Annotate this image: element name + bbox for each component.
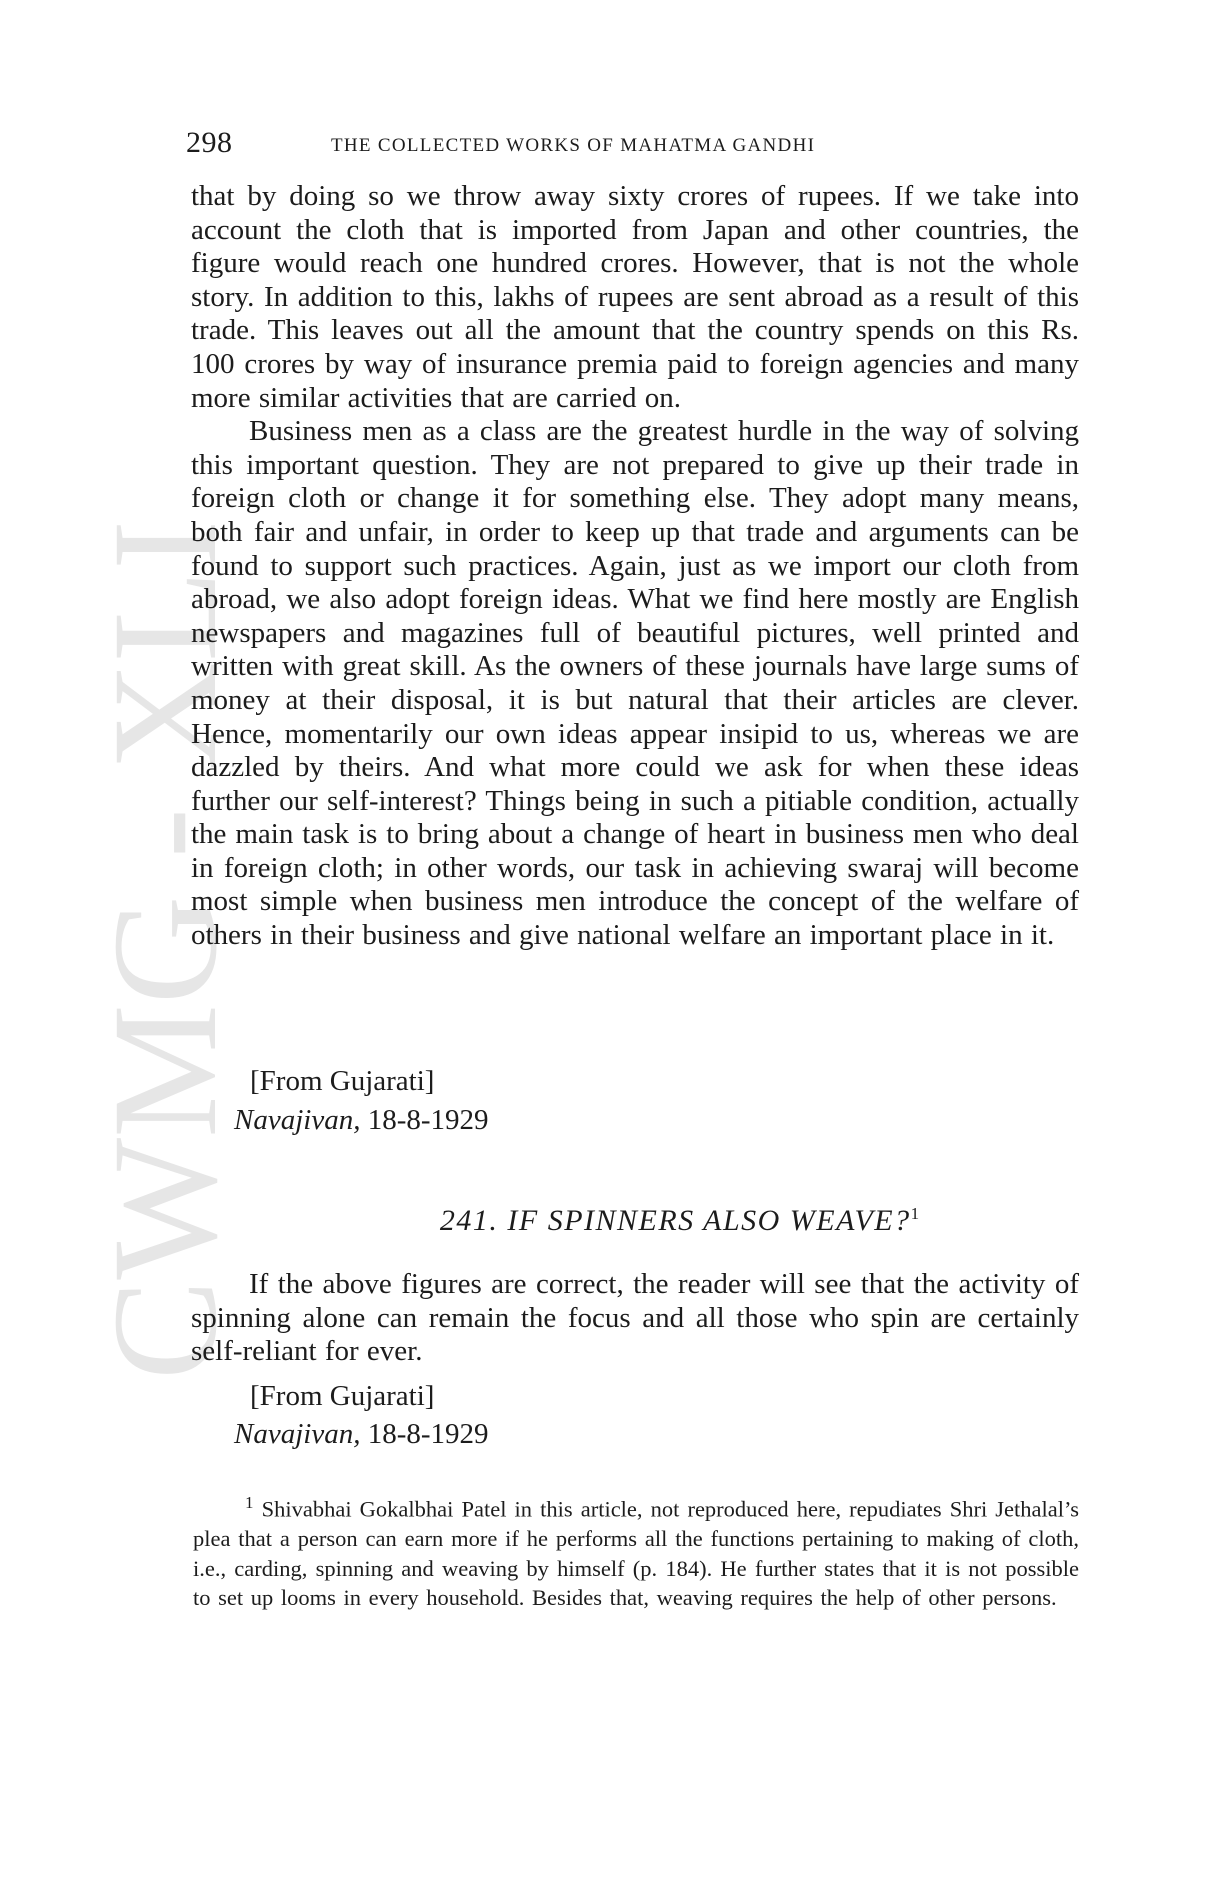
footnote-marker: 1 bbox=[245, 1493, 254, 1512]
citation bbox=[234, 1103, 489, 1137]
citation-publication: Navajivan, bbox=[234, 1104, 361, 1136]
section-heading bbox=[0, 1204, 1229, 1238]
footnote-text: Shivabhai Gokalbhai Patel in this article, not reproduced here, repudiates Shri Jethalal’s plea that a person can earn more if he performs all the functions pertaining to making of cloth, i.e., carding, spinning and weaving by himself (p. 184). He further states that it is not possible to set up looms in every household. Besides that, weaving requires the help of other persons. bbox=[193, 1496, 1080, 1610]
citation bbox=[234, 1417, 489, 1451]
paragraph: If the above figures are correct, the reader will see that the activity of spinning alone can remain the focus and all those who spin are certainly self-reliant for ever. bbox=[191, 1268, 1079, 1368]
page-number: 298 bbox=[186, 126, 233, 159]
running-head: THE COLLECTED WORKS OF MAHATMA GANDHI bbox=[331, 135, 816, 156]
footnote-reference[interactable]: 1 bbox=[910, 1204, 920, 1223]
watermark-text: CWMG - XLI bbox=[82, 521, 248, 1380]
section-body bbox=[191, 1268, 1079, 1369]
section-number: 241. bbox=[439, 1204, 499, 1237]
article-continuation bbox=[191, 180, 1079, 953]
footnote bbox=[193, 1488, 1079, 1613]
citation-publication: Navajivan, bbox=[234, 1418, 361, 1450]
page-header bbox=[186, 126, 1086, 166]
source-note: [From Gujarati] bbox=[250, 1380, 435, 1412]
paragraph: that by doing so we throw away sixty crores of rupees. If we take into account the cloth that is imported from Japan and other countries, the figure would reach one hundred crores. However, that is not the whole story. In addition to this, lakhs of rupees are sent abroad as a result of this trade. This leaves out all the amount that the country spends on this Rs. 100 crores by way of insurance premia paid to foreign agencies and many more similar activities that are carried on. bbox=[191, 180, 1079, 414]
paragraph: Business men as a class are the greatest hurdle in the way of solving this important question. They are not prepared to give up their trade in foreign cloth or change it for something else. They adopt many means, both fair and unfair, in order to keep up that trade and arguments can be found to support such practices. Again, just as we import our cloth from abroad, we also adopt foreign ideas. What we find here mostly are English newspapers and magazines full of beautiful pictures, well printed and written with great skill. As the owners of these journals have large sums of money at their disposal, it is but natural that their articles are clever. Hence, momentarily our own ideas appear insipid to us, whereas we are dazzled by theirs. And what more could we ask for when these ideas further our self-interest? Things being in such a pitiable condition, actually the main task is to bring about a change of heart in business men who deal in foreign cloth; in other words, our task in achieving swaraj will become most simple when business men introduce the concept of the welfare of others in their business and give national welfare an important place in it. bbox=[191, 415, 1079, 952]
citation-date: 18-8-1929 bbox=[367, 1418, 489, 1450]
section-title: IF SPINNERS ALSO WEAVE? bbox=[507, 1204, 911, 1237]
citation-date: 18-8-1929 bbox=[367, 1104, 489, 1136]
source-note: [From Gujarati] bbox=[250, 1065, 435, 1097]
